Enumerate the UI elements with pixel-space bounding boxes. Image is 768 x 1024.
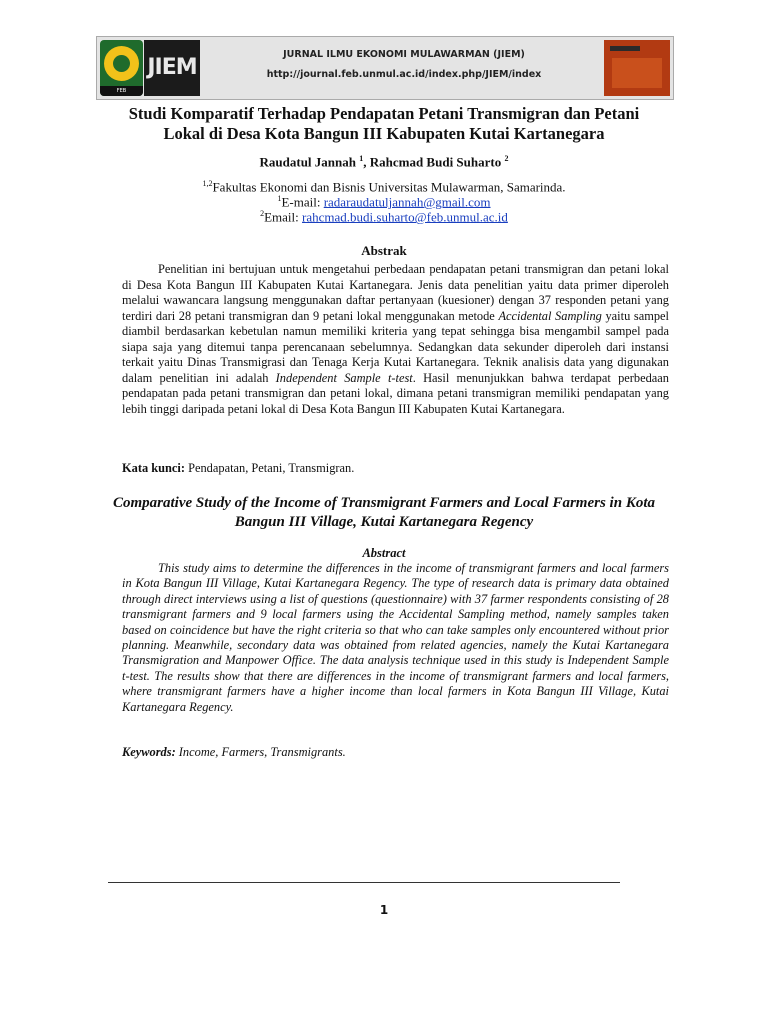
email-1-label: E-mail: bbox=[281, 194, 324, 210]
affiliation-text: Fakultas Ekonomi dan Bisnis Universitas Mulawarman, Samarinda. bbox=[212, 179, 566, 195]
english-keywords-text: Income, Farmers, Transmigrants. bbox=[175, 745, 346, 759]
page-number: 1 bbox=[379, 903, 389, 917]
author-line bbox=[110, 154, 658, 170]
keywords-label: Kata kunci: bbox=[122, 461, 185, 475]
keywords-text: Pendapatan, Petani, Transmigran. bbox=[185, 461, 355, 475]
author-1-sup: 1 bbox=[359, 154, 364, 163]
abstract-part-1: Penelitian ini bertujuan untuk mengetahui perbedaan pendapatan petani transmigran dan petani lokal di Desa Kota Bangun III Kabupaten Kutai Kartanegara. Jenis data penelitian yaitu data primer diperoleh melalui wawancara langsung menggunakan daftar pertanyaan (kuesioner) dengan 37 responden petani yang terdiri dari 28 petani transmigran dan 9 petani lokal menggunakan metode bbox=[122, 262, 669, 323]
faculty-label: FEB bbox=[100, 86, 143, 96]
journal-name: JURNAL ILMU EKONOMI MULAWARMAN (JIEM) bbox=[283, 49, 525, 60]
english-title: Comparative Study of the Income of Transmigrant Farmers and Local Farmers in Kota Bangun III Village, Kutai Kartanegara Regency bbox=[113, 495, 655, 530]
journal-logo: JIEM bbox=[144, 40, 200, 96]
email-1-link[interactable]: radaraudatuljannah@gmail.com bbox=[323, 194, 491, 210]
journal-header bbox=[96, 36, 674, 100]
email-2-sup: 2 bbox=[260, 209, 265, 218]
abstract-italic-1: Accidental Sampling bbox=[498, 308, 602, 323]
university-logo bbox=[100, 40, 143, 96]
english-keywords-label: Keywords: bbox=[122, 745, 176, 759]
english-abstract-text: This study aims to determine the differences in the income of transmigrant farmers and local farmers in Kota Bangun III Village, Kutai Kartanegara Regency. The type of research data is primary data obtained through direct interviews using a list of questions (questionnaire) with 37 farmer respondents consisting of 28 transmigrant farmers and 9 local farmers using the Accidental Sampling method, namely samples taken based on coincidence but have the right criteria so that who can take samples only encountered without prior planning. Meanwhile, secondary data was obtained from related agencies, namely the Kutai Kartanegara Transmigration and Manpower Office. The data analysis technique used in this study is Independent Sample t-test. The results show that there are differences in the income of transmigrant farmers and local farmers, where transmigrant farmers have a higher income than local farmers in Kota Bangun III Village, Kutai Kartanegara Regency. bbox=[122, 561, 669, 714]
author-2-sup: 2 bbox=[504, 154, 509, 163]
email-1-sup: 1 bbox=[277, 194, 282, 203]
english-keywords-line bbox=[122, 745, 669, 760]
author-separator: , bbox=[363, 154, 370, 170]
university-seal-icon bbox=[104, 46, 139, 81]
affiliation-sup: 1,2 bbox=[202, 179, 213, 188]
english-abstract-heading: Abstract bbox=[362, 546, 406, 560]
email-2-link[interactable]: rahcmad.budi.suharto@feb.unmul.ac.id bbox=[302, 209, 508, 225]
journal-cover-thumbnail bbox=[604, 40, 670, 96]
footer-rule bbox=[108, 882, 620, 883]
abstract-italic-2: Independent Sample t-test bbox=[275, 370, 413, 385]
email-line-2 bbox=[110, 206, 658, 225]
abstract-part-3: . Hasil menunjukkan bahwa terdapat perbedaan pendapatan pada petani transmigran dan petani lokal, dimana petani transmigran memiliki pendapatan yang lebih tinggi daripada petani lokal di Desa Kota Bangun III Kabupaten Kutai Kartanegara. bbox=[122, 370, 669, 416]
journal-url[interactable]: http://journal.feb.unmul.ac.id/index.php/JIEM/index bbox=[266, 69, 542, 80]
abstract-part-2: yaitu sampel diambil berdasarkan kebetulan namun memiliki kriteria yang tepat sehingga bisa mengambil sampel pada siapa saja yang ditemui tanpa perencanaan sebelumnya. Sedangkan data sekunder diperoleh dari instansi terkait yaitu Dinas Transmigrasi dan Tenaga Kerja Kutai Kartanegara. Teknik analisis data yang digunakan dalam penelitian ini adalah bbox=[122, 308, 669, 385]
paper-title: Studi Komparatif Terhadap Pendapatan Petani Transmigran dan Petani Lokal di Desa Kota Bangun III Kabupaten Kutai Kartanegara bbox=[128, 104, 640, 143]
abstract-heading: Abstrak bbox=[361, 243, 407, 258]
author-2: Rahcmad Budi Suharto bbox=[369, 154, 502, 170]
email-2-label: Email: bbox=[264, 209, 303, 225]
author-1: Raudatul Jannah bbox=[259, 154, 356, 170]
abstract-body bbox=[122, 262, 669, 417]
keywords-line bbox=[122, 461, 669, 476]
english-abstract-body bbox=[122, 561, 669, 715]
